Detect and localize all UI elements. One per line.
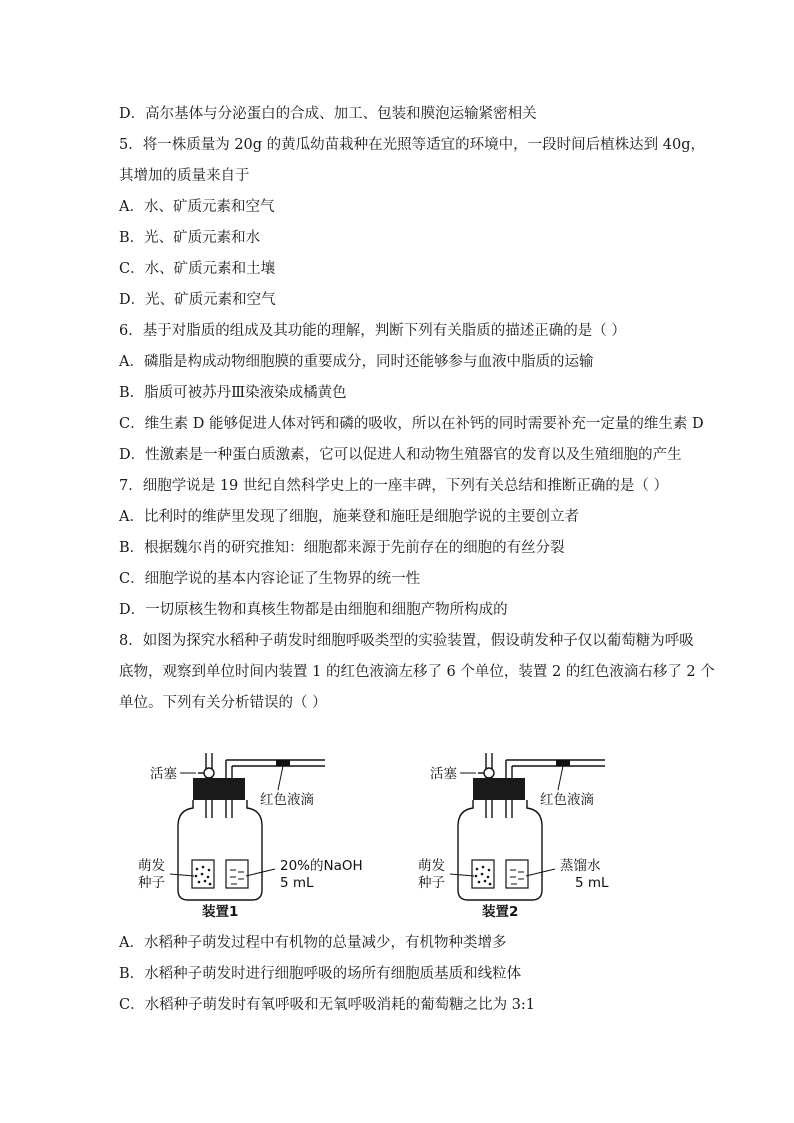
stopper-1 — [193, 778, 245, 800]
apparatus-diagram — [130, 748, 630, 923]
question-8-stem-line-1: 8．如图为探究水稻种子萌发时细胞呼吸类型的实验装置，假设萌发种子仅以葡萄糖为呼吸 — [119, 633, 694, 649]
solution-label-2-line-1: 蒸馏水 — [560, 858, 601, 874]
stopcock-label-2: 活塞 — [430, 766, 457, 782]
solution-label-2-line-2: 5 mL — [575, 875, 609, 891]
seed-label-1-line-2: 种子 — [138, 875, 165, 891]
question-5-stem-line-2: 其增加的质量来自于 — [119, 168, 250, 184]
droplet-label-2: 红色液滴 — [540, 792, 594, 808]
red-droplet-1 — [276, 760, 290, 766]
caption-apparatus-2: 装置2 — [482, 904, 519, 920]
question-5-option-c: C．水、矿质元素和土壤 — [119, 261, 276, 277]
stopper-2 — [473, 778, 525, 800]
red-droplet-2 — [556, 760, 570, 766]
seed-label-1-line-1: 萌发 — [138, 858, 165, 874]
solution-label-1-line-2: 5 mL — [280, 875, 314, 891]
question-8-stem-line-2: 底物，观察到单位时间内装置 1 的红色液滴左移了 6 个单位，装置 2 的红色液滴右移了 2 个 — [119, 664, 715, 680]
question-5-option-d: D．光、矿质元素和空气 — [119, 292, 276, 308]
question-6-option-a: A．磷脂是构成动物细胞膜的重要成分，同时还能够参与血液中脂质的运输 — [119, 354, 594, 370]
question-6-option-c: C．维生素 D 能够促进人体对钙和磷的吸收，所以在补钙的同时需要补充一定量的维生素 D — [119, 416, 704, 432]
question-7-stem: 7．细胞学说是 19 世纪自然科学史上的一座丰碑，下列有关总结和推断正确的是（ ） — [119, 478, 669, 494]
jar-1 — [178, 800, 262, 900]
question-7-option-c: C．细胞学说的基本内容论证了生物界的统一性 — [119, 571, 421, 587]
question-5-option-a: A．水、矿质元素和空气 — [119, 199, 275, 215]
stopcock-valve-2 — [484, 768, 494, 778]
droplet-label-1: 红色液滴 — [260, 792, 314, 808]
question-6-option-b: B．脂质可被苏丹Ⅲ染液染成橘黄色 — [119, 385, 347, 401]
question-8-option-c: C．水稻种子萌发时有氧呼吸和无氧呼吸消耗的葡萄糖之比为 3:1 — [119, 997, 536, 1013]
solution-label-1-line-1: 20%的NaOH — [280, 858, 363, 874]
question-7-option-a: A．比利时的维萨里发现了细胞，施莱登和施旺是细胞学说的主要创立者 — [119, 509, 579, 525]
question-8-stem-line-3: 单位。下列有关分析错误的（ ） — [119, 695, 327, 711]
seed-label-2-line-2: 种子 — [418, 875, 445, 891]
question-7-option-b: B．根据魏尔肖的研究推知：细胞都来源于先前存在的细胞的有丝分裂 — [119, 540, 565, 556]
caption-apparatus-1: 装置1 — [202, 904, 239, 920]
jar-2 — [458, 800, 542, 900]
question-5-option-b: B．光、矿质元素和水 — [119, 230, 261, 246]
question-6-option-d: D．性激素是一种蛋白质激素，它可以促进人和动物生殖器官的发育以及生殖细胞的产生 — [119, 447, 682, 463]
stopcock-label-1: 活塞 — [150, 766, 177, 782]
question-4-option-d: D．高尔基体与分泌蛋白的合成、加工、包装和膜泡运输紧密相关 — [119, 106, 537, 122]
apparatus-2 — [418, 753, 609, 920]
stopcock-valve-1 — [204, 768, 214, 778]
question-8-option-b: B．水稻种子萌发时进行细胞呼吸的场所有细胞质基质和线粒体 — [119, 966, 522, 982]
question-6-stem: 6．基于对脂质的组成及其功能的理解，判断下列有关脂质的描述正确的是（ ） — [119, 323, 626, 339]
apparatus-1 — [138, 753, 363, 920]
experiment-figure — [130, 748, 630, 923]
question-8-option-a: A．水稻种子萌发过程中有机物的总量减少，有机物种类增多 — [119, 935, 507, 951]
question-7-option-d: D．一切原核生物和真核生物都是由细胞和细胞产物所构成的 — [119, 602, 508, 618]
seed-label-2-line-1: 萌发 — [418, 858, 445, 874]
question-5-stem-line-1: 5．将一株质量为 20g 的黄瓜幼苗栽种在光照等适宜的环境中，一段时间后植株达到 40g， — [119, 137, 706, 153]
